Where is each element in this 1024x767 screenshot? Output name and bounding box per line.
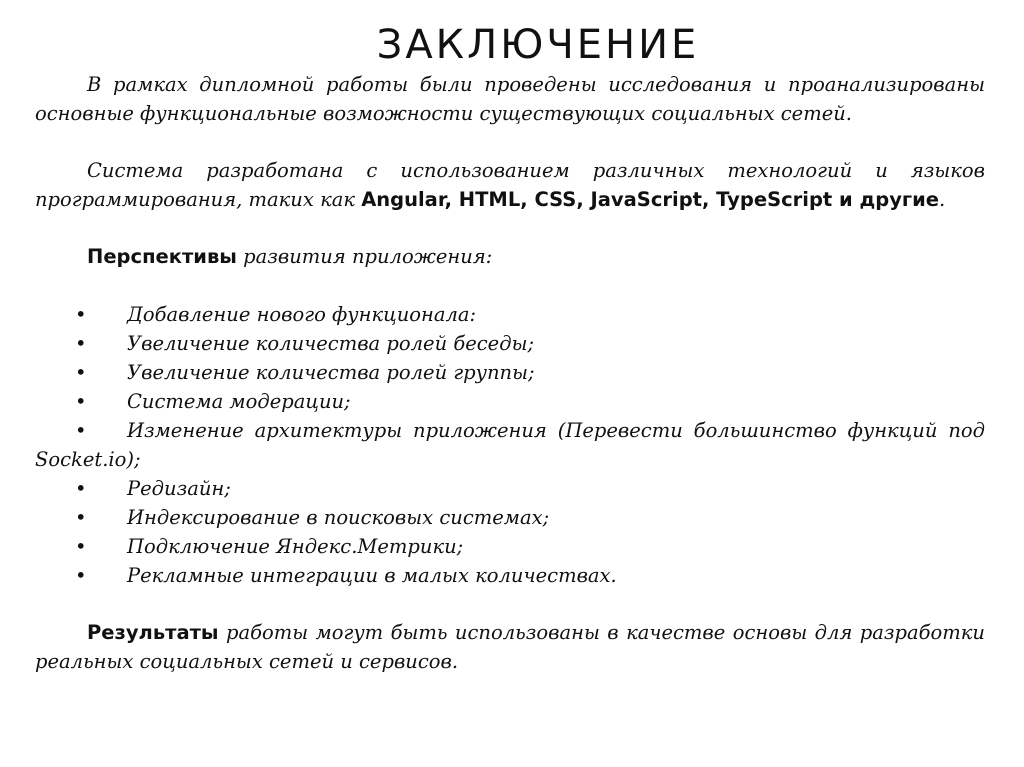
paragraph-technologies: Система разработана с использованием различных технологий и языков программирования, таких как Angular, HTML, CSS, JavaScript, TypeScript и другие. <box>35 159 985 211</box>
perspectives-label: Перспективы <box>87 245 237 268</box>
bullet-icon: • <box>75 390 87 413</box>
bullet-icon: • <box>75 535 87 558</box>
list-item: • Изменение архитектуры приложения (Перевести большинство функций под Socket.io); <box>35 416 985 474</box>
bullet-icon: • <box>75 419 87 442</box>
bullet-icon: • <box>75 332 87 355</box>
list-item: • Редизайн; <box>35 474 985 503</box>
bullet-icon: • <box>75 361 87 384</box>
perspectives-list <box>35 300 985 590</box>
bullet-icon: • <box>75 303 87 326</box>
list-item: • Система модерации; <box>35 387 985 416</box>
bullet-icon: • <box>75 506 87 529</box>
bullet-icon: • <box>75 564 87 587</box>
slide-title: ЗАКЛЮЧЕНИЕ <box>376 22 700 68</box>
paragraph-results: Результаты работы могут быть использованы в качестве основы для разработки реальных социальных сетей и сервисов. <box>35 621 985 673</box>
results-label: Результаты <box>87 621 219 644</box>
list-item: • Рекламные интеграции в малых количествах. <box>35 561 985 590</box>
list-item: • Увеличение количества ролей группы; <box>35 358 985 387</box>
technologies-list: Angular, HTML, CSS, JavaScript, TypeScript и другие <box>361 188 939 211</box>
list-item: • Индексирование в поисковых системах; <box>35 503 985 532</box>
paragraph-research: В рамках дипломной работы были проведены исследования и проанализированы основные функциональные возможности существующих социальных сетей. <box>35 73 985 125</box>
list-item: • Подключение Яндекс.Метрики; <box>35 532 985 561</box>
bullet-icon: • <box>75 477 87 500</box>
slide-body <box>35 70 985 676</box>
list-item: • Увеличение количества ролей беседы; <box>35 329 985 358</box>
paragraph-perspectives: Перспективы развития приложения: <box>87 245 493 268</box>
list-item: • Добавление нового функционала: <box>35 300 985 329</box>
